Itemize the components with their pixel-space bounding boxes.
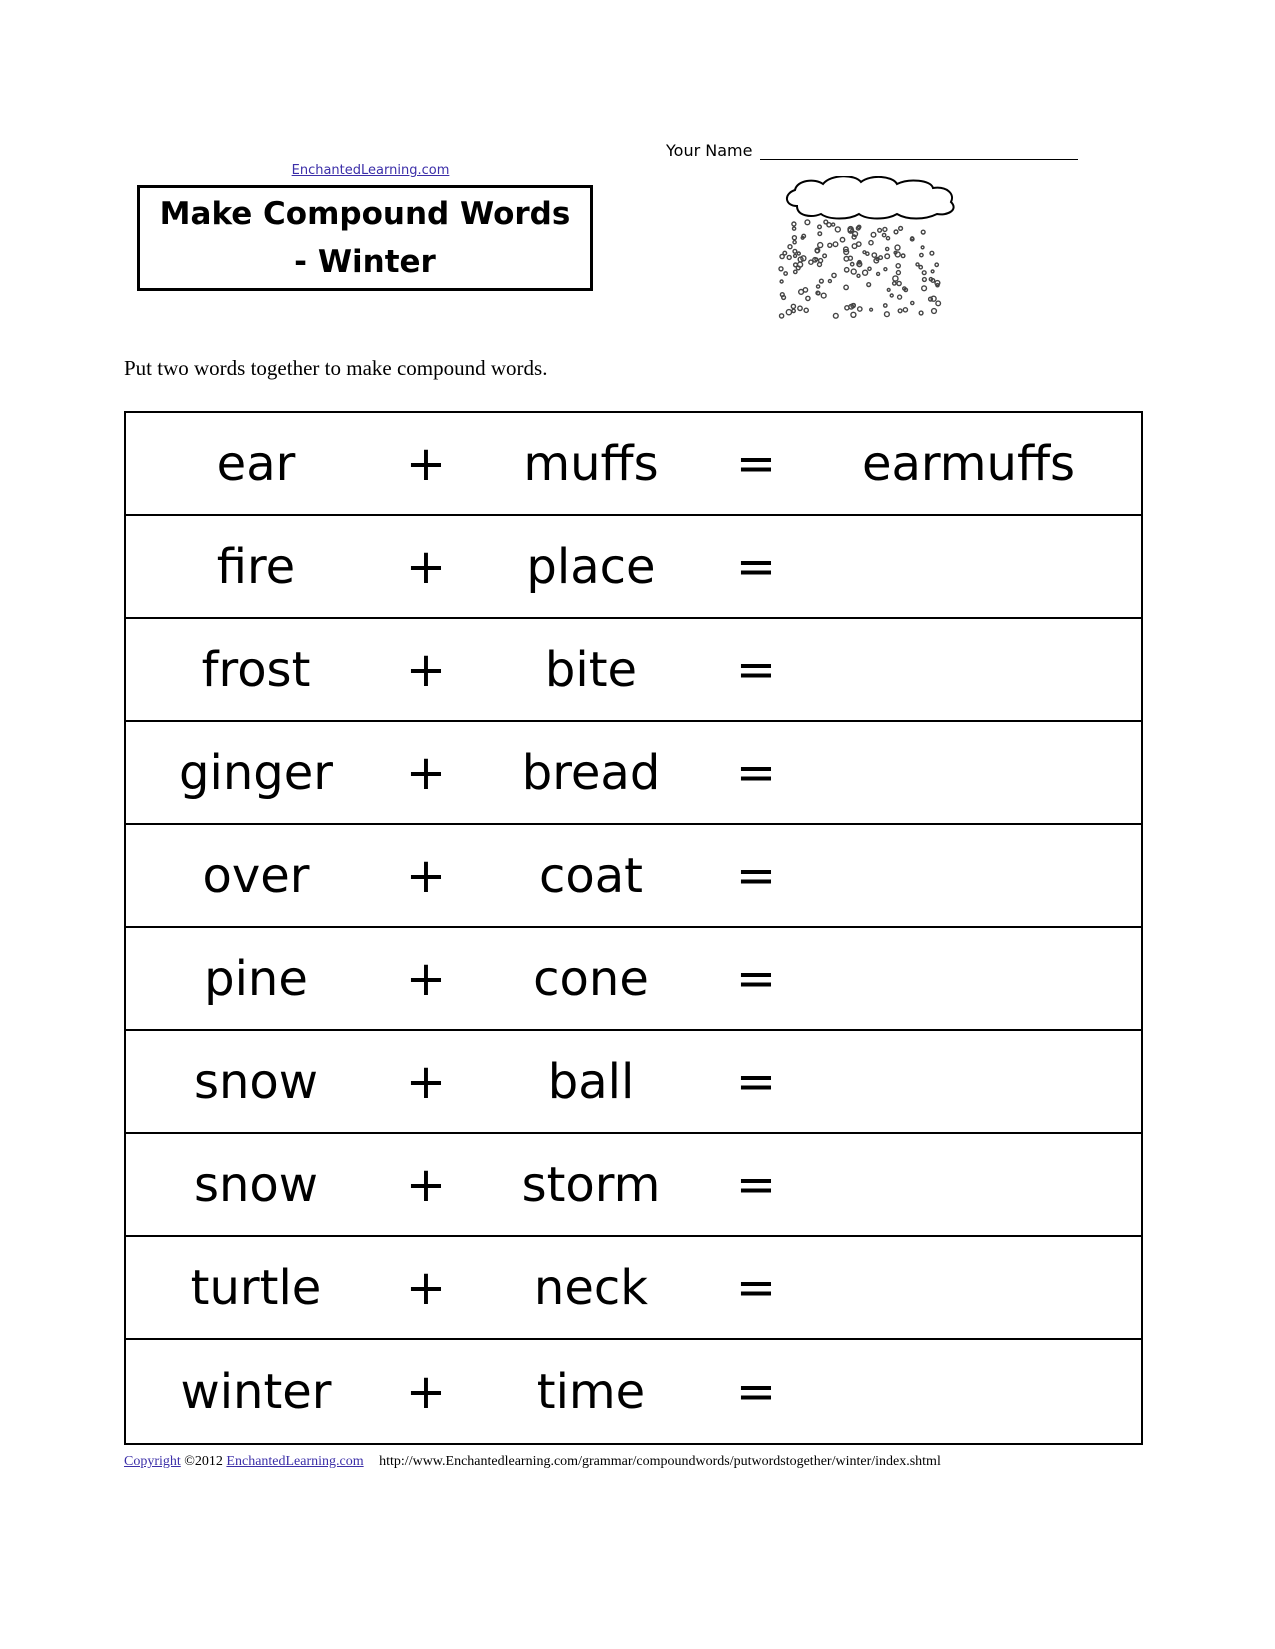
snowflake-dot <box>903 308 907 312</box>
snowflake-dot <box>871 232 876 237</box>
snowflake-dot <box>817 285 820 288</box>
second-word: bite <box>544 641 638 698</box>
snowflake-dot <box>893 276 898 281</box>
snowflake-dot <box>923 278 927 282</box>
snowflake-dot <box>867 283 871 287</box>
snowflake-dot <box>786 310 791 315</box>
page-url: http://www.Enchantedlearning.com/grammar/compoundwords/putwordstogether/winter/index.shtml <box>379 1454 941 1469</box>
your-name-label: Your Name <box>666 141 753 160</box>
snowflake-dot <box>898 309 902 313</box>
snowflake-dot <box>797 252 800 255</box>
plus-sign: + <box>405 435 447 492</box>
snowflake-dot <box>805 220 810 225</box>
snowflake-dot <box>920 253 923 256</box>
snowflake-dot <box>868 267 871 270</box>
first-word: turtle <box>190 1259 322 1316</box>
first-word: winter <box>180 1363 332 1420</box>
snowflake-dot <box>936 301 941 306</box>
snowflake-dot <box>851 312 856 317</box>
equals-sign: = <box>735 1156 777 1213</box>
snowflake-dot <box>887 289 890 292</box>
equals-sign: = <box>735 435 777 492</box>
second-word: bread <box>521 744 661 801</box>
instructions: Put two words together to make compound words. <box>124 356 548 380</box>
second-word: neck <box>533 1259 649 1316</box>
snowflake-dot <box>919 266 922 269</box>
page-title: Make Compound Words - Winter <box>159 196 571 280</box>
answer-field[interactable] <box>796 1237 1141 1338</box>
snowflake-dot <box>858 307 862 311</box>
snowflake-dot <box>894 230 898 234</box>
first-word: pine <box>204 950 308 1007</box>
snowflake-dot <box>886 247 889 250</box>
snowflake-dot <box>840 238 844 242</box>
snowflake-dot <box>857 274 860 277</box>
snowflake-dot <box>901 254 905 258</box>
snowflake-dot <box>897 281 901 285</box>
snowflake-dot <box>832 223 835 226</box>
snowflake-dot <box>932 309 937 314</box>
snowflake-dot <box>845 268 849 272</box>
snowflake-dot <box>798 306 802 310</box>
first-word: ginger <box>179 744 333 801</box>
snowflake-dot <box>883 227 887 231</box>
snowflake-dot <box>895 245 900 250</box>
snowflake-dot <box>793 227 796 230</box>
snowflake-dot <box>898 295 902 299</box>
enchanted-learning-link[interactable]: EnchantedLearning.com <box>291 163 450 178</box>
snowflake-dot <box>852 244 857 249</box>
answer-field[interactable] <box>796 722 1141 823</box>
snowflake-dot <box>804 308 808 312</box>
snowflake-dot <box>828 243 832 247</box>
table-row <box>126 413 1141 516</box>
snowflake-dot <box>885 312 890 317</box>
snowflake-dot <box>886 237 889 240</box>
snowflake-dot <box>828 280 831 283</box>
snowflake-dot <box>787 255 791 259</box>
snowflake-dot <box>863 270 868 275</box>
snow-cloud-icon <box>775 176 975 324</box>
snowflake-dot <box>851 263 854 266</box>
plus-sign: + <box>405 641 447 698</box>
snowflake-dot <box>911 301 914 304</box>
table-row <box>126 516 1141 619</box>
snowflake-dot <box>799 290 804 295</box>
snowflake-dot <box>922 271 926 275</box>
snowflake-dot <box>896 271 900 275</box>
second-word: coat <box>539 847 643 904</box>
snowflake-dot <box>792 309 795 312</box>
snowflake-dot <box>794 263 798 267</box>
snowflake-dot <box>851 269 856 274</box>
table-row <box>126 1134 1141 1237</box>
footer-site-link[interactable]: EnchantedLearning.com <box>226 1454 364 1469</box>
snowflake-dot <box>791 304 795 308</box>
snowflake-dot <box>784 272 787 275</box>
snowflake-dot <box>922 286 927 291</box>
snowflake-dot <box>835 227 840 232</box>
snowflake-dot <box>819 259 823 263</box>
snowflake-dot <box>788 245 792 249</box>
first-word: snow <box>193 1156 319 1213</box>
snowflake-dot <box>877 272 880 275</box>
snowflake-dot <box>793 241 796 244</box>
snowflake-dot <box>815 258 818 261</box>
first-word: frost <box>201 641 311 698</box>
snowflake-dot <box>779 267 783 271</box>
snowflake-dot <box>872 253 876 257</box>
snowflake-dot <box>845 306 849 310</box>
snowflake-dot <box>916 263 919 266</box>
snowflake-dot <box>782 296 786 300</box>
snowflake-dot <box>921 230 925 234</box>
table-row <box>126 619 1141 722</box>
second-word: cone <box>533 950 649 1007</box>
snowflake-dot <box>884 268 887 271</box>
table-row <box>126 825 1141 928</box>
snowflake-dot <box>885 254 890 259</box>
first-word: fire <box>216 538 296 595</box>
snowflake-dot <box>806 296 810 300</box>
equals-sign: = <box>735 744 777 801</box>
snowflake-dot <box>794 270 797 273</box>
snowflake-dot <box>863 251 866 254</box>
snowflake-dot <box>878 228 882 232</box>
snowflake-dot <box>833 242 838 247</box>
snowflake-dot <box>818 243 823 248</box>
equals-sign: = <box>735 538 777 595</box>
table-row <box>126 1340 1141 1443</box>
plus-sign: + <box>405 538 447 595</box>
snowflake-dot <box>792 236 796 240</box>
table-row <box>126 1237 1141 1340</box>
second-word: place <box>526 538 656 595</box>
snowflake-dot <box>869 241 873 245</box>
snowflake-dot <box>816 291 820 295</box>
plus-sign: + <box>405 847 447 904</box>
copyright-link[interactable]: Copyright <box>124 1454 181 1469</box>
snowflake-dot <box>818 225 822 229</box>
plus-sign: + <box>405 744 447 801</box>
equals-sign: = <box>735 1259 777 1316</box>
answer-field[interactable] <box>796 928 1141 1029</box>
answer-field[interactable] <box>796 1134 1141 1235</box>
snowflake-dot <box>852 304 855 307</box>
snowflake-dot <box>935 263 938 266</box>
equals-sign: = <box>735 1053 777 1110</box>
compound-words-table <box>124 411 1143 1445</box>
snowflake-dot <box>879 256 883 260</box>
equals-sign: = <box>735 847 777 904</box>
snowflake-dot <box>870 308 873 311</box>
snowflake-dot <box>921 246 924 249</box>
title-box <box>137 185 593 291</box>
answer-field[interactable] <box>796 516 1141 617</box>
second-word: storm <box>521 1156 661 1213</box>
plus-sign: + <box>405 1053 447 1110</box>
snowflake-dot <box>823 254 827 258</box>
copyright-year: ©2012 <box>184 1454 223 1469</box>
second-word: muffs <box>523 435 659 492</box>
table-row <box>126 928 1141 1031</box>
name-blank-line[interactable] <box>760 158 1078 160</box>
snowflake-dot <box>793 249 797 253</box>
snowflake-dot <box>794 254 797 257</box>
snowflake-dot <box>852 235 856 239</box>
table-row <box>126 1031 1141 1134</box>
equals-sign: = <box>735 641 777 698</box>
snowflake-dot <box>896 264 900 268</box>
plus-sign: + <box>405 950 447 1007</box>
snowflake-dot <box>931 270 934 273</box>
footer <box>124 1454 941 1470</box>
snowflake-dot <box>844 257 849 262</box>
snowflake-dot <box>919 311 923 315</box>
snowflake-dot <box>930 251 934 255</box>
answer-field[interactable] <box>796 825 1141 926</box>
plus-sign: + <box>405 1363 447 1420</box>
snowflake-dot <box>815 249 819 253</box>
snowflake-dot <box>899 227 903 231</box>
first-word: ear <box>216 435 296 492</box>
second-word: ball <box>547 1053 635 1110</box>
first-word: over <box>202 847 310 904</box>
equals-sign: = <box>735 950 777 1007</box>
snowflake-dot <box>833 313 838 318</box>
snowflake-dot <box>780 314 784 318</box>
plus-sign: + <box>405 1259 447 1316</box>
equals-sign: = <box>735 1363 777 1420</box>
snowflake-dot <box>821 293 826 298</box>
snowflake-dot <box>884 304 887 307</box>
answer-field[interactable] <box>796 1031 1141 1132</box>
table-row <box>126 722 1141 825</box>
snowflake-dot <box>890 294 893 297</box>
snowflake-dot <box>893 282 896 285</box>
snowflake-dot <box>792 222 796 226</box>
snowflake-dot <box>820 279 824 283</box>
plus-sign: + <box>405 1156 447 1213</box>
snowflake-dot <box>780 254 784 258</box>
second-word: time <box>536 1363 646 1420</box>
snowflake-dot <box>832 273 836 277</box>
snowflake-dot <box>818 232 822 236</box>
snowflake-dot <box>780 280 783 283</box>
answer-field[interactable] <box>796 619 1141 720</box>
first-word: snow <box>193 1053 319 1110</box>
snowflake-dot <box>882 233 885 236</box>
answer-field[interactable] <box>796 1340 1141 1443</box>
snowflake-dot <box>824 220 828 224</box>
answer-field[interactable]: earmuffs <box>861 435 1076 492</box>
snowflake-dot <box>844 285 848 289</box>
